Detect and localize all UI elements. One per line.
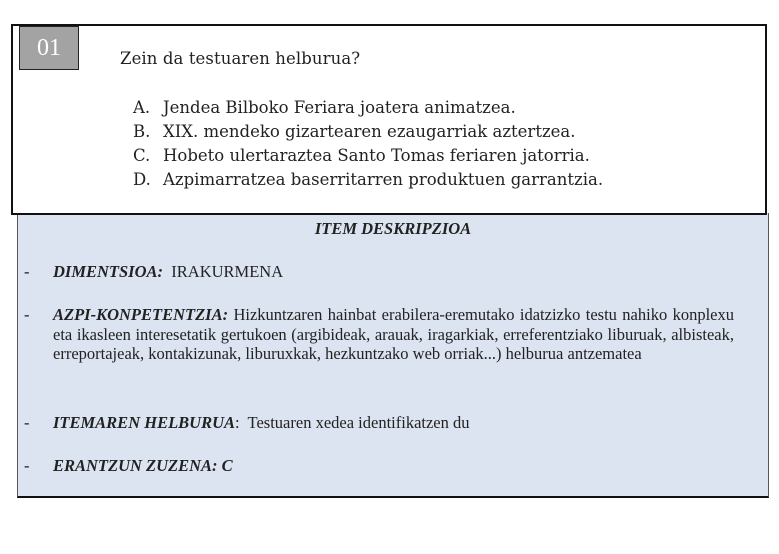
option-text: Azpimarratzea baserritarren produktuen garrantzia. <box>163 170 604 189</box>
answer-options <box>133 96 603 192</box>
option-d <box>133 168 603 192</box>
goal-separator: : <box>235 413 240 432</box>
item-description-box <box>17 213 769 498</box>
bullet-dash: - <box>24 456 30 475</box>
option-b <box>133 120 603 144</box>
option-text: Hobeto ulertaraztea Santo Tomas feriaren jatorria. <box>163 146 590 165</box>
dimension-value: IRAKURMENA <box>171 262 284 281</box>
question-number: 01 <box>19 26 79 70</box>
answer-value: C <box>221 456 233 475</box>
subcompetence-value: Hizkuntzaren hainbat erabilera-eremutako idatzizko testu nahiko konplexu eta ikasleen interesetatik gertukoen (argibideak, arauak, iragarkiak, erreferentziako liburuak, albisteak, erreportajeak, kontakizunak, liburuxkak, hezkuntzako web orriak...) helburua antzematea <box>53 305 734 363</box>
question-text: Zein da testuaren helburua? <box>120 49 361 68</box>
option-letter: D. <box>133 170 151 189</box>
answer-label: ERANTZUN ZUZENA: <box>53 456 218 475</box>
goal-label: ITEMAREN HELBURUA <box>53 413 235 432</box>
option-text: XIX. mendeko gizartearen ezaugarriak aztertzea. <box>163 122 576 141</box>
option-letter: A. <box>133 98 151 117</box>
option-text: Jendea Bilboko Feriara joatera animatzea. <box>163 98 516 117</box>
bullet-dash: - <box>24 262 30 281</box>
bullet-dash: - <box>24 413 30 432</box>
option-c <box>133 144 603 168</box>
description-title: ITEM DESKRIPZIOA <box>314 219 472 238</box>
bullet-dash: - <box>24 305 30 324</box>
option-a <box>133 96 603 120</box>
goal-value: Testuaren xedea identifikatzen du <box>247 413 470 432</box>
option-letter: C. <box>133 146 151 165</box>
dimension-label: DIMENTSIOA: <box>53 262 164 281</box>
subcompetence-label: AZPI-KONPETENTZIA: <box>53 305 229 324</box>
question-box <box>11 24 767 215</box>
option-letter: B. <box>133 122 151 141</box>
